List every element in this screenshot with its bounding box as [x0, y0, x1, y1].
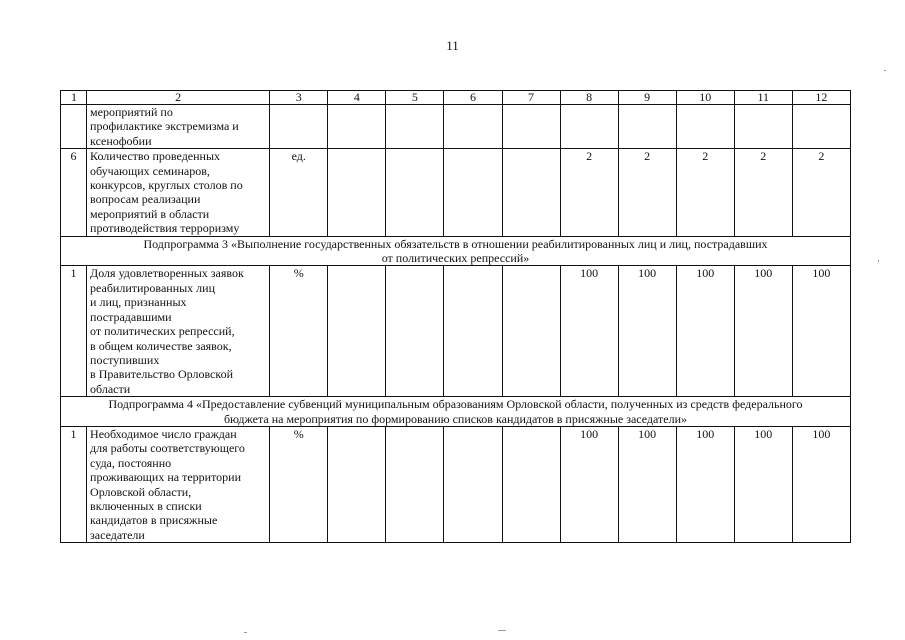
value-cell: 2 — [560, 149, 618, 236]
value-cell — [386, 266, 444, 397]
scan-speck — [244, 632, 247, 633]
unit-cell: % — [270, 426, 328, 542]
unit-cell: % — [270, 266, 328, 397]
value-cell — [618, 105, 676, 149]
indicator-name-line: пострадавшими — [90, 309, 172, 324]
value-cell: 2 — [676, 149, 734, 236]
row-number: 6 — [61, 149, 87, 236]
indicators-table — [60, 90, 851, 543]
indicator-name-line: области — [90, 381, 131, 396]
table-body — [61, 91, 851, 543]
column-header: 11 — [734, 91, 792, 105]
indicator-name-line: поступивших — [90, 352, 160, 367]
row-number: 1 — [61, 266, 87, 397]
indicator-name-line: реабилитированных лиц — [90, 280, 216, 295]
table-row — [61, 426, 851, 542]
subprogram-title — [61, 397, 851, 427]
value-cell: 100 — [560, 266, 618, 397]
indicator-name — [87, 266, 270, 397]
indicator-name-line: мероприятий по — [90, 105, 173, 119]
table-row — [61, 266, 851, 397]
scan-speck — [498, 630, 506, 631]
value-cell — [328, 105, 386, 149]
indicator-name-line: и лиц, признанных — [90, 295, 187, 310]
value-cell — [328, 149, 386, 236]
column-header: 12 — [792, 91, 850, 105]
scan-speck — [878, 260, 879, 262]
row-number: 1 — [61, 426, 87, 542]
value-cell — [386, 149, 444, 236]
value-cell — [502, 426, 560, 542]
value-cell — [444, 266, 502, 397]
indicator-name-line: от политических репрессий, — [90, 324, 235, 339]
column-header: 5 — [386, 91, 444, 105]
indicator-name-line: кандидатов в присяжные — [90, 513, 218, 528]
value-cell: 2 — [792, 149, 850, 236]
value-cell: 100 — [734, 266, 792, 397]
indicator-name-line: Необходимое число граждан — [90, 426, 237, 441]
column-header: 10 — [676, 91, 734, 105]
indicator-name-line: ксенофобии — [90, 133, 152, 148]
column-header: 6 — [444, 91, 502, 105]
value-cell — [444, 426, 502, 542]
column-header: 8 — [560, 91, 618, 105]
indicator-name-line: профилактике экстремизма и — [90, 119, 239, 134]
subprogram-row — [61, 397, 851, 427]
table-row — [61, 149, 851, 236]
subprogram-title-line: Подпрограмма 4 «Предоставление субвенций муниципальным образованиям Орловской области, полученных из средств федерального — [108, 397, 803, 412]
indicator-name-line: заседатели — [90, 527, 145, 542]
indicator-name-line: Количество проведенных — [90, 149, 221, 164]
indicator-name-line: включенных в списки — [90, 498, 202, 513]
header-row — [61, 91, 851, 105]
column-header: 4 — [328, 91, 386, 105]
subprogram-title-line: бюджета на мероприятия по формированию списков кандидатов в присяжные заседатели» — [223, 411, 688, 426]
column-header: 3 — [270, 91, 328, 105]
indicator-name — [87, 426, 270, 542]
value-cell — [502, 266, 560, 397]
column-header: 7 — [502, 91, 560, 105]
value-cell: 100 — [618, 426, 676, 542]
column-header: 9 — [618, 91, 676, 105]
indicator-name — [87, 105, 270, 149]
indicator-name-line: для работы соответствующего — [90, 441, 245, 456]
value-cell — [560, 105, 618, 149]
subprogram-row — [61, 236, 851, 266]
indicator-name-line: Доля удовлетворенных заявок — [90, 266, 244, 281]
value-cell: 100 — [618, 266, 676, 397]
row-number — [61, 105, 87, 149]
indicator-name-line: суда, постоянно — [90, 455, 172, 470]
value-cell — [328, 266, 386, 397]
subprogram-title-line: от политических репрессий» — [381, 251, 530, 266]
value-cell: 100 — [792, 426, 850, 542]
table-row — [61, 105, 851, 149]
indicator-name-line: конкурсов, круглых столов по — [90, 178, 243, 193]
value-cell: 100 — [560, 426, 618, 542]
value-cell — [734, 105, 792, 149]
indicator-name-line: обучающих семинаров, — [90, 163, 210, 178]
indicator-name-line: в общем количестве заявок, — [90, 338, 232, 353]
subprogram-title-line: Подпрограмма 3 «Выполнение государственных обязательств в отношении реабилитированных лиц и лиц, пострадавших — [143, 236, 768, 251]
value-cell — [444, 149, 502, 236]
indicator-name-line: проживающих на территории — [90, 470, 241, 485]
value-cell — [676, 105, 734, 149]
value-cell — [386, 426, 444, 542]
value-cell: 100 — [734, 426, 792, 542]
indicator-name-line: вопросам реализации — [90, 192, 201, 207]
page-number: 11 — [446, 38, 459, 53]
value-cell — [502, 105, 560, 149]
column-header: 2 — [87, 91, 270, 105]
value-cell — [386, 105, 444, 149]
unit-cell: ед. — [270, 149, 328, 236]
column-header: 1 — [61, 91, 87, 105]
indicator-name — [87, 149, 270, 236]
value-cell — [502, 149, 560, 236]
value-cell — [792, 105, 850, 149]
value-cell: 100 — [792, 266, 850, 397]
indicator-name-line: Орловской области, — [90, 484, 192, 499]
subprogram-title — [61, 236, 851, 266]
indicator-name-line: мероприятий в области — [90, 206, 210, 221]
value-cell — [444, 105, 502, 149]
value-cell: 100 — [676, 426, 734, 542]
scan-speck — [884, 70, 886, 71]
value-cell: 2 — [734, 149, 792, 236]
value-cell: 2 — [618, 149, 676, 236]
value-cell — [328, 426, 386, 542]
indicator-name-line: противодействия терроризму — [90, 221, 240, 236]
unit-cell — [270, 105, 328, 149]
value-cell: 100 — [676, 266, 734, 397]
indicator-name-line: в Правительство Орловской — [90, 367, 234, 382]
